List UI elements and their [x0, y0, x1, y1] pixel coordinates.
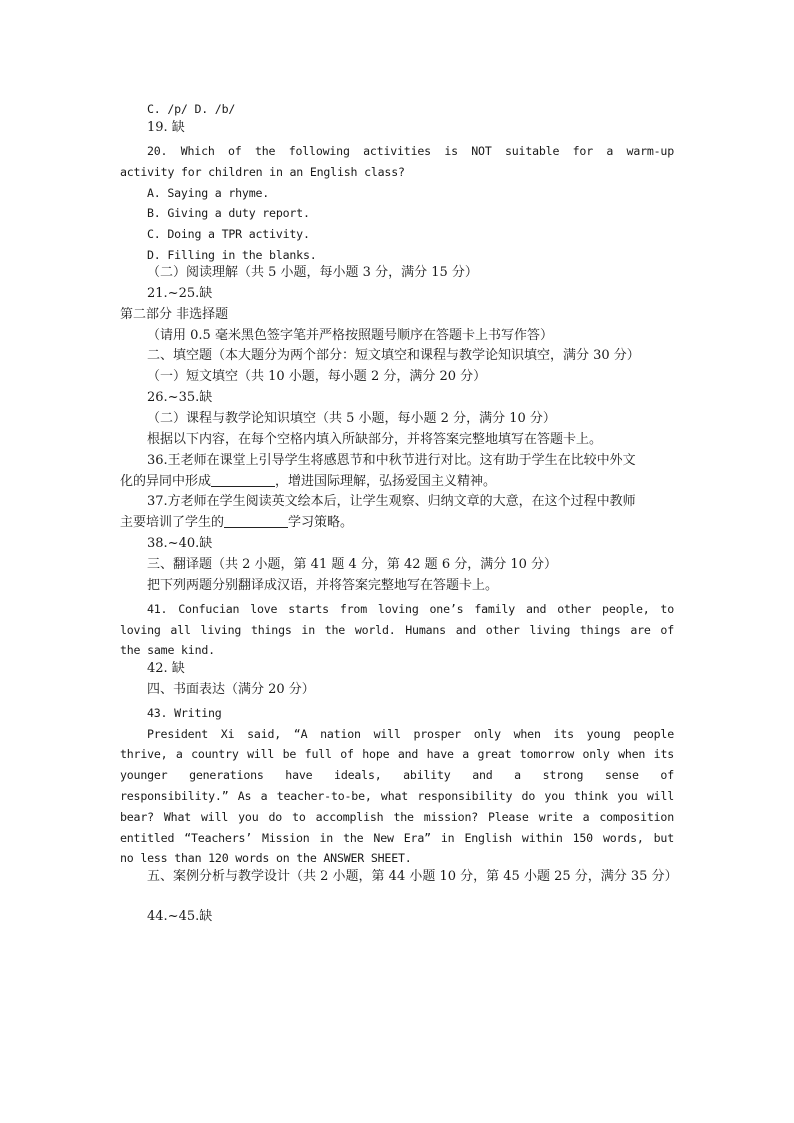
writing-prompt-line-7: no less than 120 words on the ANSWER SHEET.	[120, 851, 412, 865]
section-reading-heading: （二）阅读理解（共 5 小题，每小题 3 分，满分 15 分）	[147, 265, 478, 280]
case-analysis-section-heading: 五、案例分析与教学设计（共 2 小题，第 44 小题 10 分，第 45 小题 25 分，满分 35 分）	[147, 869, 678, 884]
writing-section-heading: 四、书面表达（满分 20 分）	[147, 682, 315, 697]
question-41-line-1: 41. Confucian love starts from loving one’s family and other people, to	[147, 602, 674, 616]
question-19: 19. 缺	[147, 120, 185, 135]
writing-prompt-line-3: younger generations have ideals, ability and a strong sense of	[120, 768, 674, 782]
writing-prompt-line-2: thrive, a country will be full of hope and have a great tomorrow only when its	[120, 747, 674, 761]
question-20-line-1: 20. Which of the following activities is NOT suitable for a warm-up	[147, 144, 674, 158]
option-d: D. Filling in the blanks.	[147, 248, 317, 262]
writing-prompt-line-5: bear? What will you do to accomplish the mission? Please write a composition	[120, 810, 674, 824]
answer-blank-36	[211, 472, 275, 487]
question-37-text-after: 学习策略。	[288, 515, 354, 530]
questions-26-35: 26.~35.缺	[147, 390, 213, 405]
option-a: A. Saying a rhyme.	[147, 186, 270, 200]
question-36-text-after: ，增进国际理解，弘扬爱国主义精神。	[275, 474, 497, 489]
question-37-line-2	[120, 513, 353, 533]
writing-prompt-line-1: President Xi said, “A nation will prosper only when its young people	[147, 727, 674, 741]
question-36-text-before: 化的异同中形成	[120, 474, 212, 489]
question-37-line-1: 37.方老师在学生阅读英文绘本后，让学生观察、归纳文章的大意，在这个过程中教师	[147, 494, 636, 509]
writing-prompt-line-4: responsibility.” As a teacher-to-be, what responsibility do you think you will	[120, 789, 674, 803]
question-36-line-2	[120, 472, 496, 492]
questions-44-45: 44.~45.缺	[147, 909, 213, 924]
question-43-title: 43. Writing	[147, 706, 222, 720]
option-cd-line: C. /p/ D. /b/	[147, 102, 236, 116]
pedagogy-instruction: 根据以下内容，在每个空格内填入所缺部分，并将答案完整地填写在答题卡上。	[147, 432, 603, 447]
pedagogy-subheading: （二）课程与教学论知识填空（共 5 小题，每小题 2 分，满分 10 分）	[147, 411, 556, 426]
translation-instruction: 把下列两题分别翻译成汉语，并将答案完整地写在答题卡上。	[147, 578, 499, 593]
questions-38-40: 38.~40.缺	[147, 536, 213, 551]
answer-blank-37	[224, 513, 288, 528]
part-two-heading: 第二部分 非选择题	[120, 307, 229, 322]
option-b: B. Giving a duty report.	[147, 206, 310, 220]
question-20-line-2: activity for children in an English class?	[120, 165, 405, 179]
cloze-subheading: （一）短文填空（共 10 小题，每小题 2 分，满分 20 分）	[147, 369, 487, 384]
fill-in-section-heading: 二、填空题（本大题分为两个部分：短文填空和课程与教学论知识填空，满分 30 分）	[147, 348, 640, 363]
part-two-instruction: （请用 0.5 毫米黑色签字笔并严格按照题号顺序在答题卡上书写作答）	[147, 328, 553, 343]
translation-section-heading: 三、翻译题（共 2 小题，第 41 题 4 分，第 42 题 6 分，满分 10 分）	[147, 557, 558, 572]
question-41-line-2: loving all living things in the world. Humans and other living things are of	[120, 623, 674, 637]
writing-prompt-line-6: entitled “Teachers’ Mission in the New Era” in English within 150 words, but	[120, 831, 674, 845]
questions-21-25: 21.~25.缺	[147, 286, 213, 301]
question-36-line-1: 36.王老师在课堂上引导学生将感恩节和中秋节进行对比。这有助于学生在比较中外文	[147, 453, 636, 468]
question-42: 42. 缺	[147, 661, 185, 676]
option-c: C. Doing a TPR activity.	[147, 227, 310, 241]
question-41-line-3: the same kind.	[120, 643, 215, 657]
question-37-text-before: 主要培训了学生的	[120, 515, 225, 530]
